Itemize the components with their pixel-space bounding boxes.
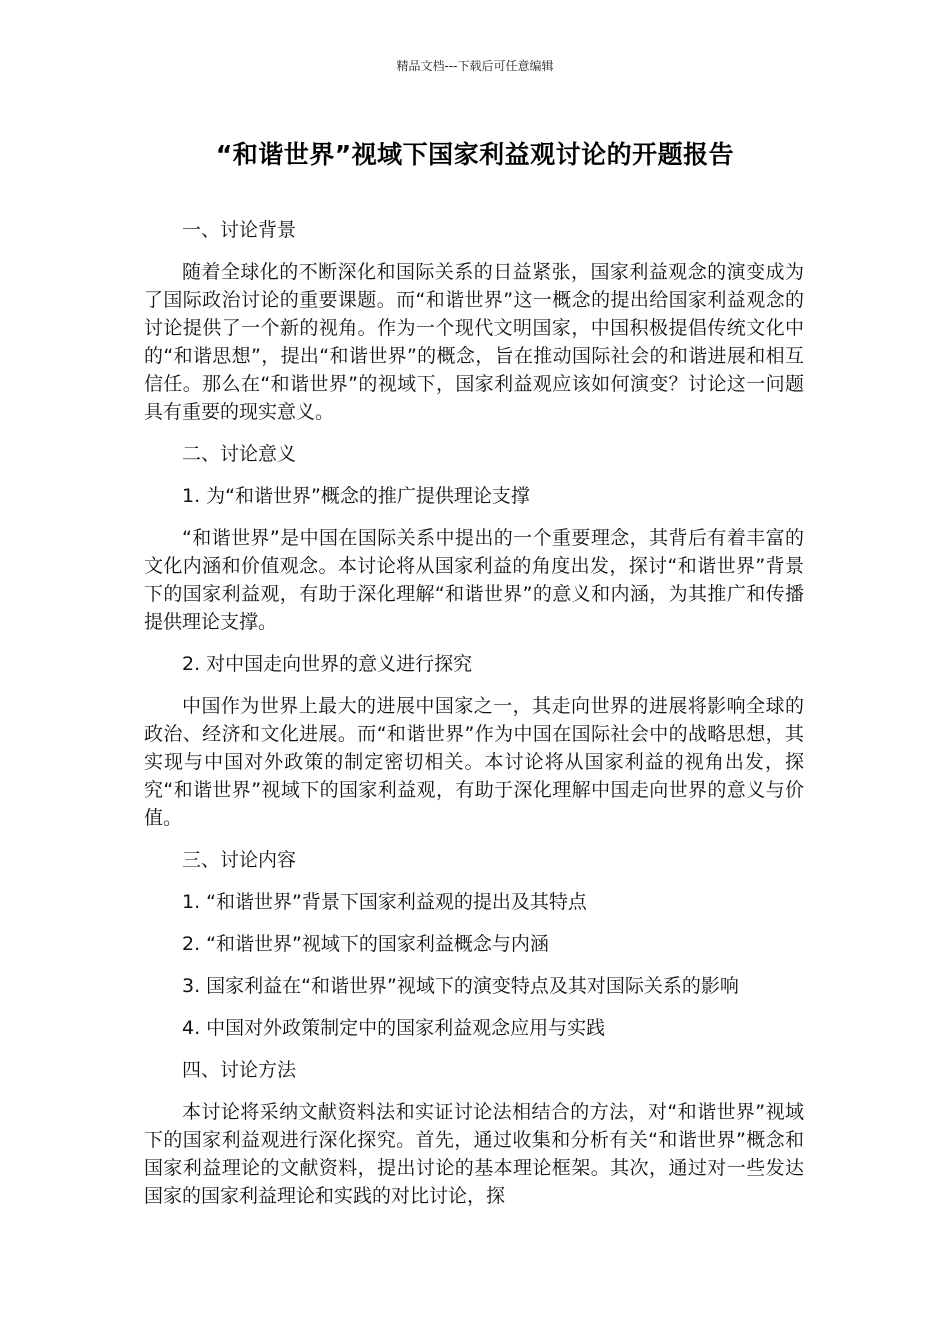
list-item: 1. “和谐世界”背景下国家利益观的提出及其特点 xyxy=(182,891,587,913)
list-item: 2. “和谐世界”视域下的国家利益概念与内涵 xyxy=(182,933,549,955)
list-item: 4. 中国对外政策制定中的国家利益观念应用与实践 xyxy=(182,1017,606,1039)
header-note: 精品文档---下载后可任意编辑 xyxy=(396,59,554,73)
section-heading: 三、讨论内容 xyxy=(182,849,297,871)
section-heading: 四、讨论方法 xyxy=(182,1059,297,1081)
subheading: 2. 对中国走向世界的意义进行探究 xyxy=(182,653,473,675)
section-heading: 一、讨论背景 xyxy=(182,219,297,241)
paragraph: 随着全球化的不断深化和国际关系的日益紧张，国家利益观念的演变成为了国际政治讨论的重要课题。而“和谐世界”这一概念的提出给国家利益观念的讨论提供了一个新的视角。作为一个现代文明国家，中国积极提倡传统文化中的“和谐思想”，提出“和谐世界”的概念，旨在推动国际社会的和谐进展和相互信任。那么在“和谐世界”的视域下，国家利益观应该如何演变？讨论这一问题具有重要的现实意义。 xyxy=(144,261,804,423)
list-item: 3. 国家利益在“和谐世界”视域下的演变特点及其对国际关系的影响 xyxy=(182,975,739,997)
paragraph: “和谐世界”是中国在国际关系中提出的一个重要理念，其背后有着丰富的文化内涵和价值观念。本讨论将从国家利益的角度出发，探讨“和谐世界”背景下的国家利益观，有助于深化理解“和谐世界”的意义和内涵，为其推广和传播提供理论支撑。 xyxy=(144,527,804,633)
document-title: “和谐世界”视域下国家利益观讨论的开题报告 xyxy=(215,140,735,169)
document-body xyxy=(144,216,804,1210)
paragraph: 中国作为世界上最大的进展中国家之一，其走向世界的进展将影响全球的政治、经济和文化进展。而“和谐世界”作为中国在国际社会中的战略思想，其实现与中国对外政策的制定密切相关。本讨论将从国家利益的视角出发，探究“和谐世界”视域下的国家利益观，有助于深化理解中国走向世界的意义与价值。 xyxy=(144,695,804,829)
paragraph: 本讨论将采纳文献资料法和实证讨论法相结合的方法，对“和谐世界”视域下的国家利益观进行深化探究。首先，通过收集和分析有关“和谐世界”概念和国家利益理论的文献资料，提出讨论的基本理论框架。其次，通过对一些发达国家的国家利益理论和实践的对比讨论，探 xyxy=(144,1101,804,1207)
subheading: 1. 为“和谐世界”概念的推广提供理论支撑 xyxy=(182,485,530,507)
section-heading: 二、讨论意义 xyxy=(182,443,297,465)
